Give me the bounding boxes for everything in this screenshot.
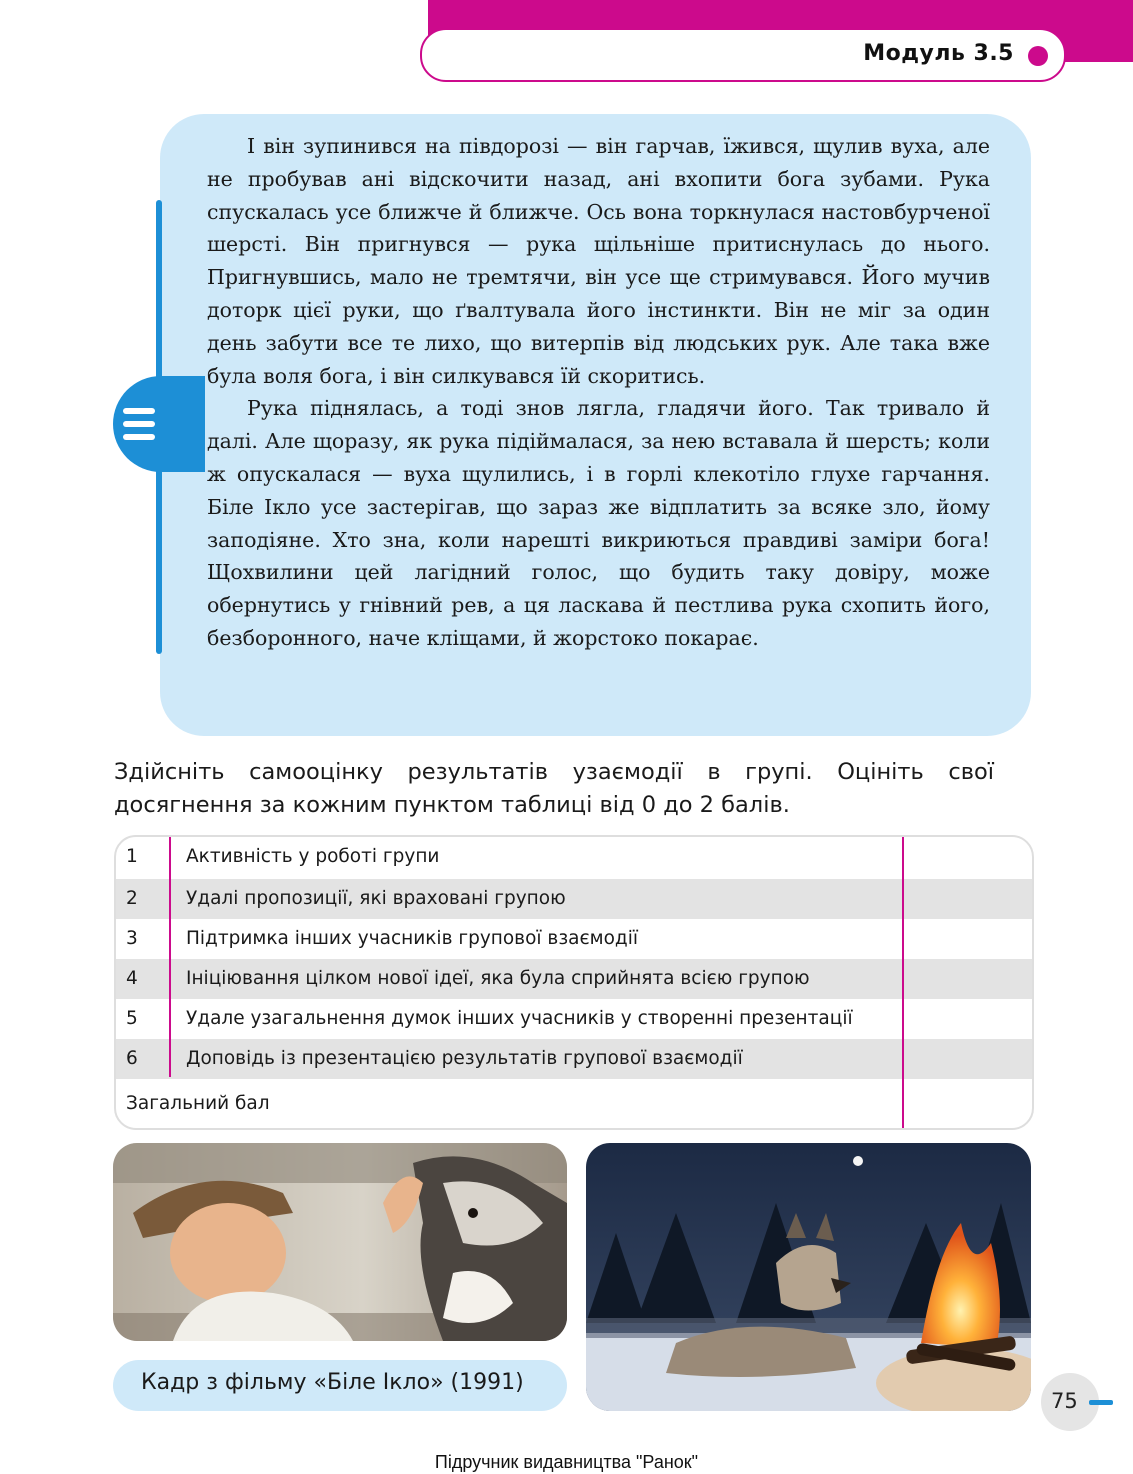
row-criterion: Підтримка інших учасників групової взаємодії: [186, 928, 638, 949]
score-column-divider: [902, 837, 904, 1128]
page-number-marker: [1089, 1400, 1113, 1405]
table-row: [116, 879, 1032, 919]
excerpt-paragraph: І він зупинився на півдорозі — він гарчав, їжився, щулив вуха, але не пробував ані відскочити назад, ані вхопити бога зубами. Рука спускалась усе ближче й ближче. Ось вона торкнулася настовбурченої шерсті. Він пригнувся — рука щільніше притиснулась до нього. Пригнувшись, мало не тремтячи, він усе ще стримувався. Його мучив доторк цієї руки, що ґвалтувала його інстинкти. Він не міг за один день забути все те лихо, що витерпів від людських рук. Але така вже була воля бога, і він силкувався їй скоритись.: [207, 134, 990, 388]
photo-caption-text: Кадр з фільму «Біле Ікло» (1991): [141, 1370, 524, 1395]
module-dot: [1028, 46, 1048, 66]
text-lines-icon: [119, 406, 163, 442]
page-number: 75: [1051, 1389, 1078, 1413]
excerpt-box: [160, 114, 1031, 736]
table-row: [116, 837, 1032, 877]
module-header: [420, 28, 1066, 82]
row-number: 2: [126, 888, 138, 909]
table-row: [116, 959, 1032, 999]
self-assessment-table: [114, 835, 1034, 1130]
row-criterion: Активність у роботі групи: [186, 846, 440, 867]
total-score-label: Загальний бал: [126, 1093, 270, 1114]
publisher-footer: Підручник видавництва "Ранок": [434, 1452, 699, 1472]
table-row: [116, 1039, 1032, 1079]
row-criterion: Удале узагальнення думок інших учасників у створенні презентації: [186, 1008, 853, 1029]
row-number: 4: [126, 968, 138, 989]
row-criterion: Доповідь із презентацією результатів групової взаємодії: [186, 1048, 743, 1069]
table-row: [116, 919, 1032, 959]
table-divider: [169, 837, 171, 1077]
row-criterion: Удалі пропозиції, які враховані групою: [186, 888, 566, 909]
row-number: 1: [126, 846, 138, 867]
module-title: Модуль 3.5: [863, 41, 1014, 66]
row-criterion: Ініціювання цілком нової ідеї, яка була сприйнята всією групою: [186, 968, 810, 989]
table-row: [116, 999, 1032, 1039]
text-badge: [113, 376, 205, 472]
row-number: 6: [126, 1048, 138, 1069]
film-still-photo: [113, 1143, 567, 1341]
excerpt-paragraph: Рука піднялась, а тоді знов лягла, гладячи його. Так тривало й далі. Але щоразу, як рука підіймалася, за нею вставала й шерсть; коли ж опускалася — вуха щулились, і в горлі клекотіло глухе гарчання. Біле Ікло усе застерігав, що зараз же відплатить за всяке зло, йому заподіяне. Хто зна, коли нарешті викриються правдиві заміри бога! Щохвилини цей лагідний голос, що будить таку довіру, може обернутись у гнівний рев, а ця ласкава й пестлива рука схопить його, безборонного, наче кліщами, й жорстоко покарає.: [207, 396, 990, 650]
row-number: 5: [126, 1008, 138, 1029]
excerpt-text: [207, 130, 990, 655]
task-instruction: Здійсніть самооцінку результатів узаємодії в групі. Оцініть свої досягнення за кожним пунктом таблиці від 0 до 2 балів.: [114, 759, 994, 818]
wolf-campfire-photo: [586, 1143, 1031, 1411]
row-number: 3: [126, 928, 138, 949]
photo-caption: [113, 1360, 567, 1411]
